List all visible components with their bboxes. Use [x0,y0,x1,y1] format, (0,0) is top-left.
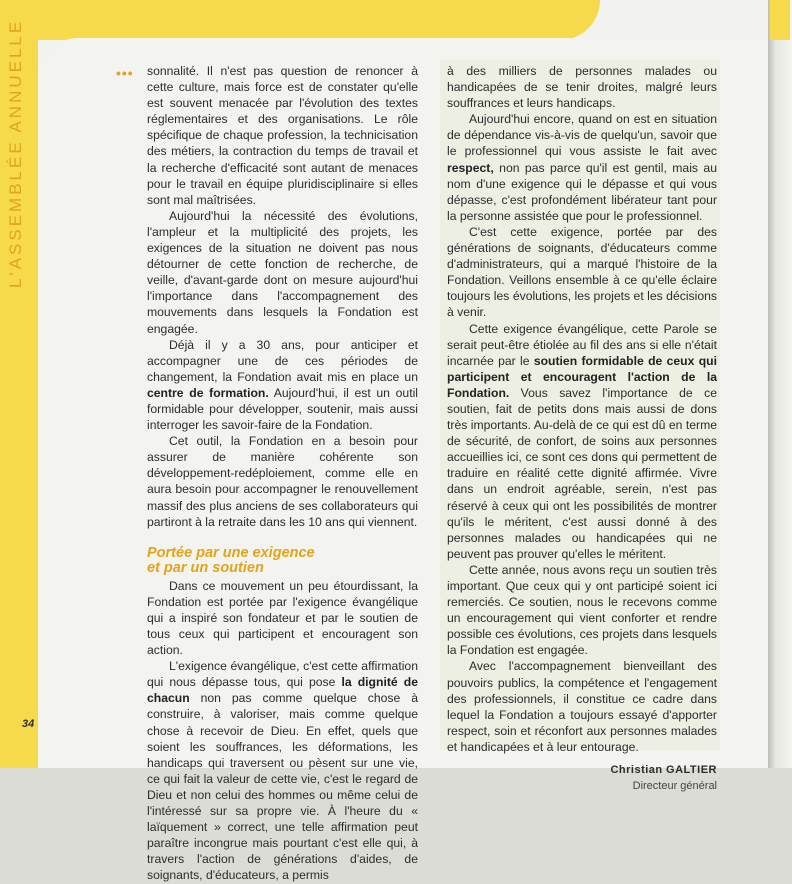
signatory-role: Directeur général [632,780,717,793]
paragraph [147,658,418,883]
paragraph [447,224,717,321]
signatory-first-name: Christian [610,764,663,777]
paragraph [447,63,717,111]
paragraph-text: non pas parce qu'il est gentil, mais au nom d'une exigence qui le dépasse et qui vous dépasse, c'est profondément libérateur tant pour la personne assistée que pour le professionnel. [447,160,717,223]
next-page-edge [768,0,792,768]
emphasis-text: respect, [447,160,494,175]
paragraph-text: Aujourd'hui, il est un outil formidable pour développer, soutenir, mais aussi interroger les savoir-faire de la Fondation. [147,385,418,433]
section-heading [147,546,418,576]
paragraph-text: Aujourd'hui encore, quand on est en situation de dépendance vis-à-vis de quelqu'un, savoir que le professionnel qui vous assiste le fait avec [447,112,717,159]
paragraph-text: Aujourd'hui la nécessité des évolutions, l'ampleur et la multiplicité des projets, les exigences de la situation ne doivent pas nous détourner de cette fonction de recherche, de veille, d'avant-garde dont on mesure aujourd'hui l'importance dans l'accompagnement des mouvements dans lesquels la Fondation est engagée. [147,208,418,336]
paragraph [447,562,717,659]
paragraph [147,337,418,434]
signatory-last-name: GALTIER [666,764,717,777]
continuation-marker: ••• [116,65,134,81]
yellow-header-band-next [770,0,790,40]
paragraph [147,578,418,658]
yellow-header-band [0,0,600,40]
paragraph-text: sonnalité. Il n'est pas question de renoncer à cette culture, mais force est de constater qu'elle est souvent menacée par l'évolution des textes réglementaires et des organisations. Le rôle spécifique de chaque profession, la technicisation des métiers, la contraction du temps de travail et la recherche d'efficacité sont autant de menaces pour le travail en équipe pluridisciplinaire si elles sont mal maîtrisées. [147,64,418,207]
paragraph-text: L'exigence évangélique, c'est cette affirmation qui nous dépasse tous, qui pose [147,659,418,690]
emphasis-text: soutien formidable de ceux qui participent et encouragent l'action de la Fondation. [447,353,717,400]
paragraph [147,433,418,530]
paragraph-text: Avec l'accompagnement bienveillant des pouvoirs publics, la compétence et l'engagement des professionnels, il constitue ce cadre dans lequel la Fondation a toujours essayé d'apporter respect, soin et réconfort aux personnes malades et handicapées et à leur entourage. [447,659,717,754]
paragraph-text: Cette exigence évangélique, cette Parole se serait peut-être étiolée au fil des ans si elle n'était incarnée par le [447,321,717,368]
paragraph-text: Déjà il y a 30 ans, pour anticiper et accompagner une de ces périodes de changement, la Fondation avait mis en place un [147,337,418,384]
page-number: 34 [22,718,35,730]
right-column [447,63,717,794]
paragraph-text: Vous savez l'importance de ce soutien, fait de petits dons mais aussi de dons très importants. Au-delà de ce qui est dû en terme de sécurité, de confort, de soins aux personnes accueillies ici, ce sont ces dons qui permettent de traduire en réalité cette dignité affirmée. Vivre dans un endroit agréable, serein, n'est pas réservé à ceux qui ont les possibilités de montrer qu'ils le méritent, c'est aussi donné à des personnes malades ou handicapées qui ne peuvent pas prouver qu'elles le méritent. [447,385,717,561]
heading-line: Portée par une exigence [147,544,315,561]
paragraph-text: Cet outil, la Fondation en a besoin pour assurer de manière cohérente son développement-redéploiement, comme elle en aura besoin pour accompagner le renouvellement massif des plus anciens de ses collaborateurs qui partiront à la retraite dans les 10 ans qui viennent. [147,434,418,529]
paragraph [447,321,717,562]
paragraph [447,111,717,224]
paragraph [147,63,418,208]
heading-line: et par un soutien [147,559,264,576]
section-title [6,254,30,288]
paragraph-text: Dans ce mouvement un peu étourdissant, la Fondation est portée par l'exigence évangélique qui a inspiré son fondateur et par le soutien de tous ceux qui participent et encouragent son action. [147,578,418,658]
paragraph [447,658,717,755]
paragraph-text: non pas comme quelque chose à construire, à valoriser, mais comme quelque chose à recevoir de Dieu. En effet, quels que soient les souffrances, les déformations, les handicaps qui traversent ou pèsent sur une vie, ce qui fait la valeur de cette vie, c'est le regard de Dieu et non celui des hommes ou même celui de l'intéressé sur sa propre vie. À l'heure du « laïquement » correct, une telle affirmation peut paraître incongrue mais pourtant c'est elle qui, à travers l'action de générations d'aides, de soignants, d'éducateurs, a permis [147,691,418,883]
paragraph [147,208,418,337]
paragraph-text: à des milliers de personnes malades ou handicapées de se tenir droites, malgré leurs souffrances et leurs handicaps. [447,64,717,111]
emphasis-text: centre de formation. [147,385,269,400]
left-column [147,63,418,884]
emphasis-text: la dignité de chacun [147,675,418,706]
paragraph-text: Cette année, nous avons reçu un soutien très important. Que ceux qui y ont participé soient ici remerciés. Ce soutien, nous le recevons comme un encouragement qui vient conforter et rendre possible ces évolutions, ces projets dans lesquels la Fondation est engagée. [447,562,717,658]
paragraph-text: C'est cette exigence, portée par des générations de soignants, d'éducateurs comme d'administrateurs, qui a marqué l'histoire de la Fondation. Veillons ensemble à ce qu'elle éclaire toujours les évolutions, les projets et les décisions à venir. [447,224,717,320]
signature [447,761,717,778]
